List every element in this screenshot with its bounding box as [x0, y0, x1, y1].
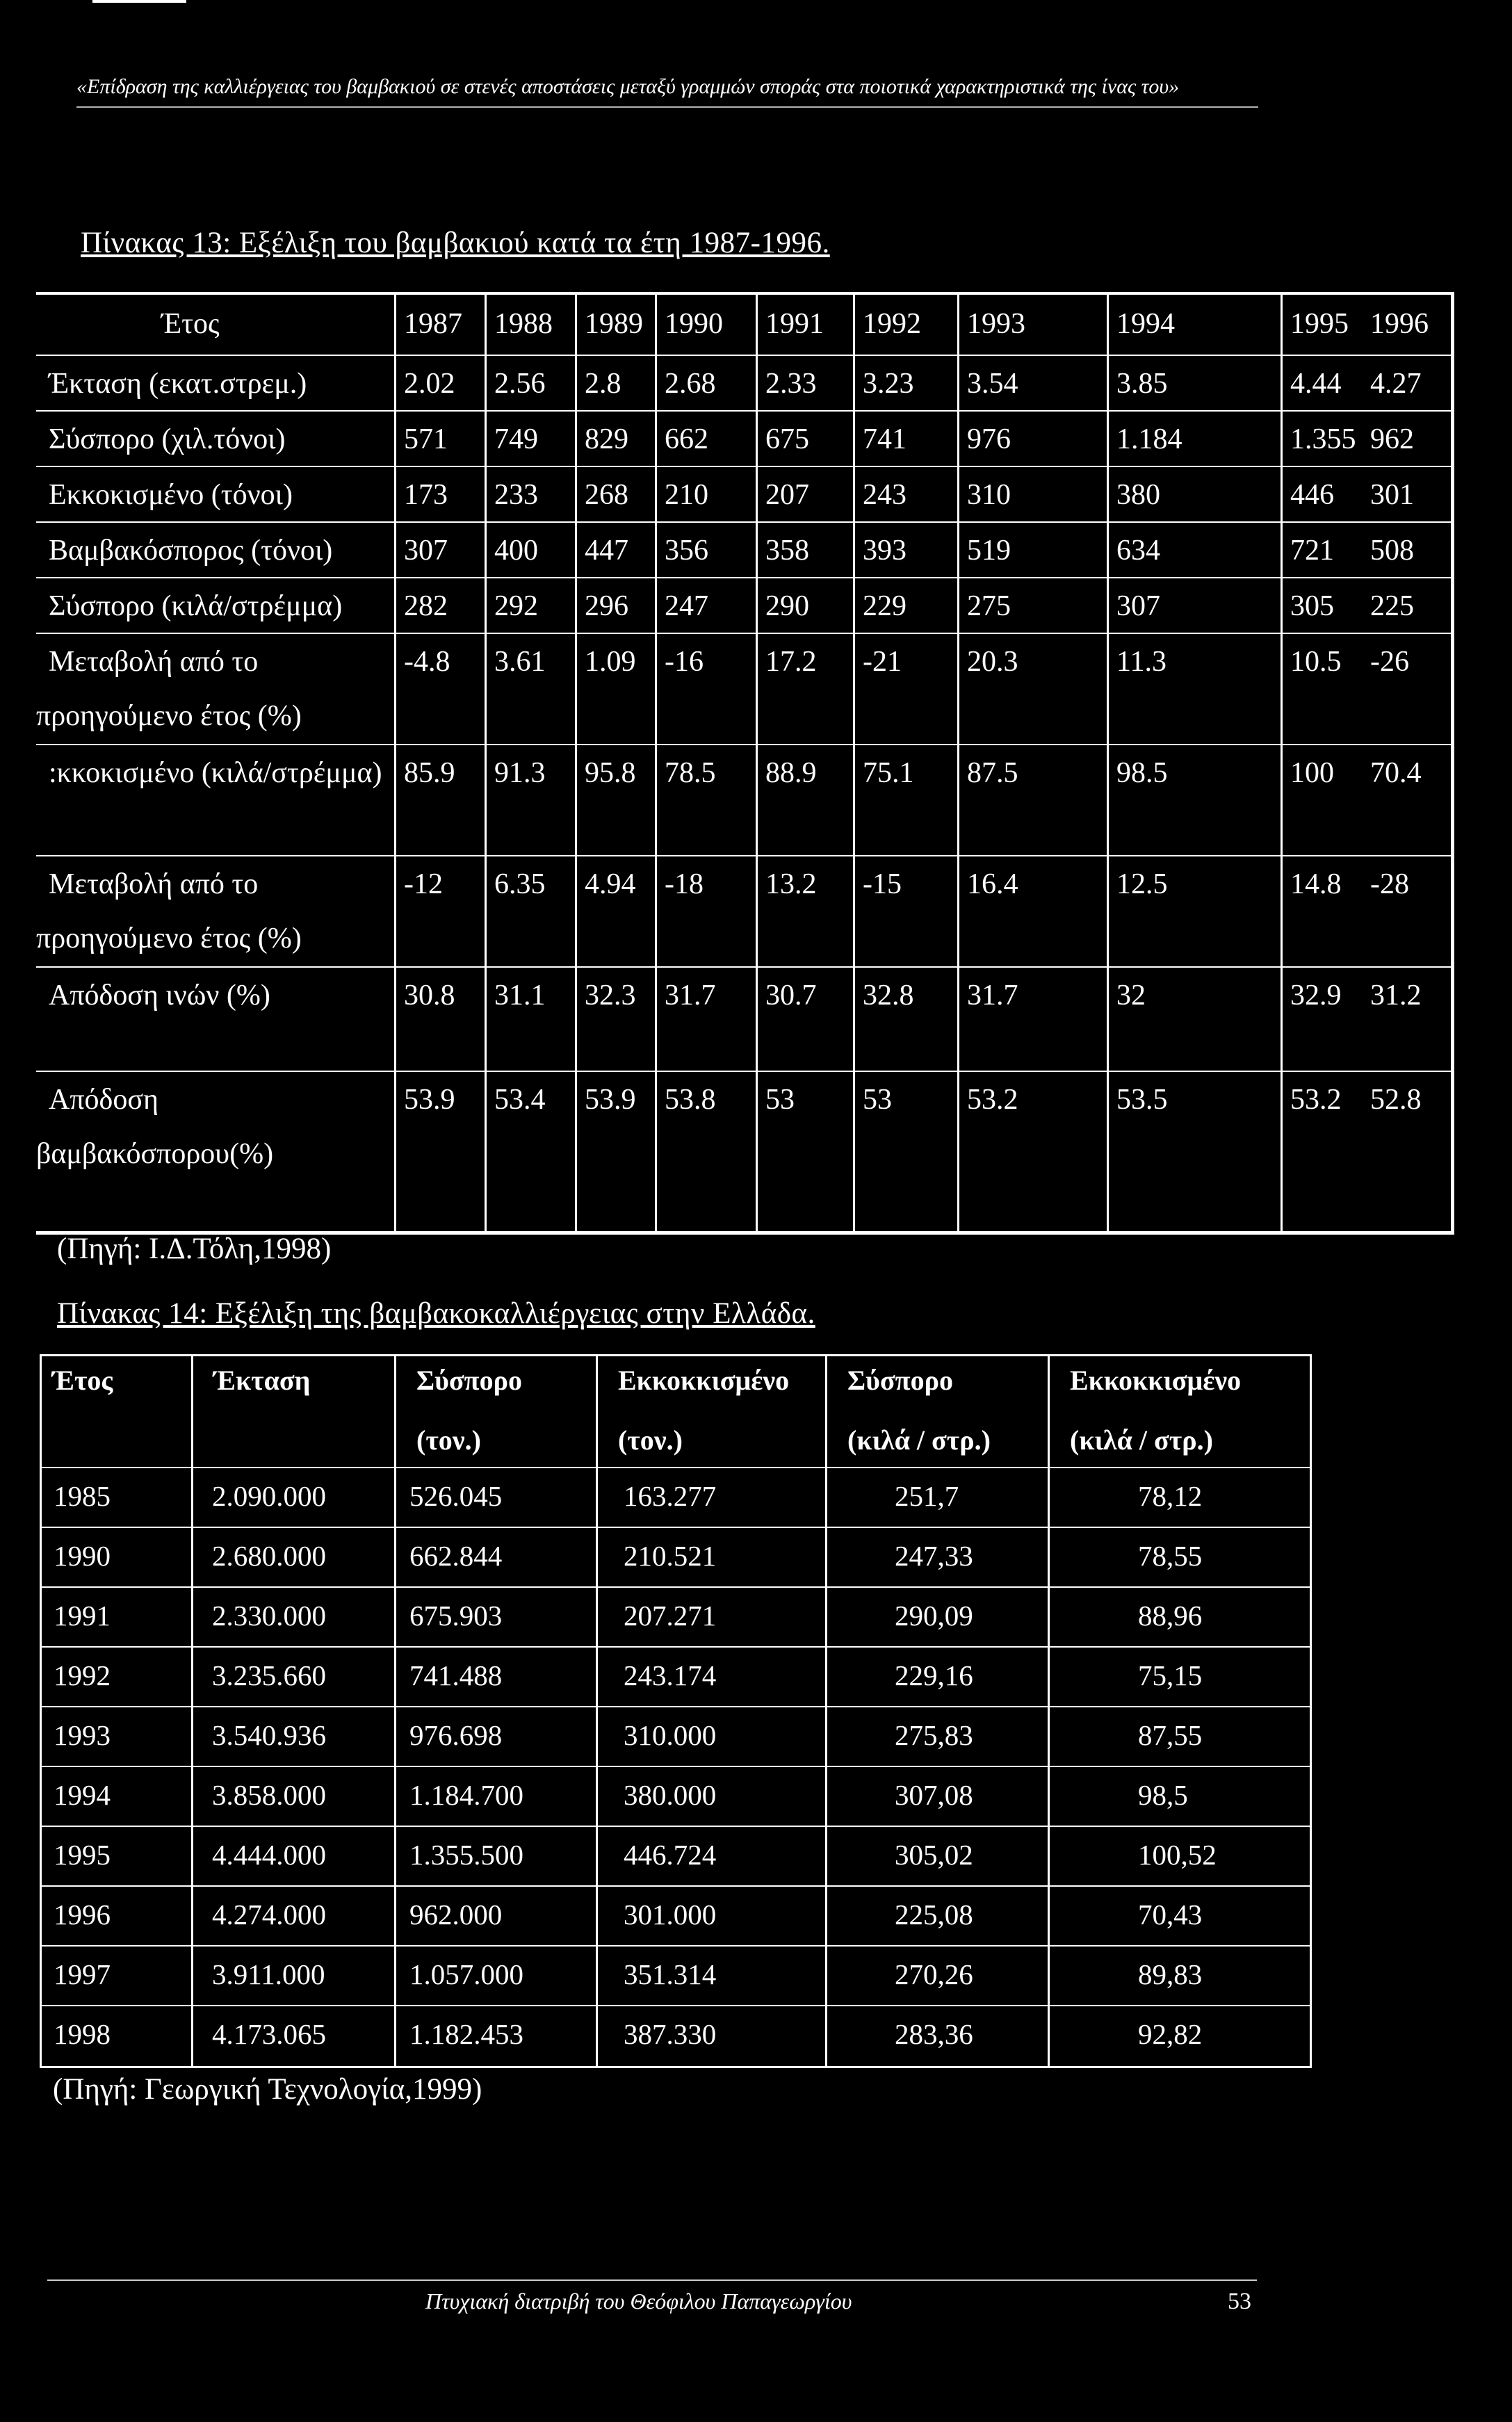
table1-year-cell: 1990: [665, 308, 723, 340]
table1-row-label: Απόδοση: [49, 1084, 158, 1116]
table1-value-cell: 275: [967, 590, 1011, 622]
table1-row-divider: [36, 577, 1454, 578]
header-rule: [76, 106, 1258, 108]
table1-value-cell: 292: [494, 590, 538, 622]
table1-value-cell: 3.61: [494, 646, 546, 678]
table1-value-cell: 393: [863, 535, 907, 567]
table1-column-divider: [957, 292, 959, 1235]
table1-value-cell: 976: [967, 423, 1011, 455]
table1-value-cell: 98.5: [1116, 757, 1168, 789]
table2-row-divider: [40, 1527, 1312, 1528]
table1-value-cell: 10.5: [1290, 646, 1342, 678]
table2-header-divider: [40, 1467, 1312, 1468]
table1-value-cell: -12: [404, 868, 443, 900]
table2-header-cell: (κιλά / στρ.): [847, 1424, 991, 1456]
table2-row-divider: [40, 1586, 1312, 1588]
table1-value-cell: 53.2: [967, 1084, 1018, 1116]
table1-value-cell: 75.1: [863, 757, 914, 789]
table1-value-cell: 17.2: [765, 646, 817, 678]
table2-value-cell: 305,02: [895, 1839, 973, 1871]
table1-value-cell: 310: [967, 479, 1011, 511]
table1-value-cell: 305: [1290, 590, 1334, 622]
table1-value-cell: 53: [765, 1084, 795, 1116]
table1-year-cell: 1988: [494, 308, 553, 340]
table2-value-cell: 98,5: [1138, 1779, 1188, 1811]
table1-column-divider: [756, 292, 758, 1235]
table1-source: (Πηγή: Ι.Δ.Τόλη,1998): [57, 1233, 332, 1265]
table1-row-divider: [36, 1071, 1454, 1072]
table1-value-cell: 31.7: [967, 980, 1018, 1011]
table2-value-cell: 351.314: [624, 1958, 717, 1990]
table1-row-divider: [36, 633, 1454, 634]
table2-value-cell: 446.724: [624, 1839, 717, 1871]
table1-value-cell: 31.2: [1370, 980, 1422, 1011]
table2-value-cell: 207.271: [624, 1600, 717, 1632]
table1-value-cell: 307: [404, 535, 448, 567]
table1-value-cell: 31.1: [494, 980, 546, 1011]
table1-value-cell: 447: [585, 535, 628, 567]
table1-caption: Πίνακας 13: Εξέλιξη του βαμβακιού κατά τα έτη 1987-1996.: [81, 227, 830, 259]
table1-value-cell: 290: [765, 590, 809, 622]
table1-value-cell: 32.9: [1290, 980, 1342, 1011]
page-number: 53: [1228, 2289, 1251, 2314]
table1-row-label: Σύσπορο (κιλά/στρέμμα): [49, 590, 343, 622]
table2-value-cell: 307,08: [895, 1779, 973, 1811]
table1-value-cell: 53.9: [404, 1084, 455, 1116]
table1-value-cell: 30.8: [404, 980, 455, 1011]
table2-row-divider: [40, 1646, 1312, 1648]
table2-value-cell: 1996: [54, 1899, 111, 1931]
table1-value-cell: 53.5: [1116, 1084, 1168, 1116]
table2-value-cell: 88,96: [1138, 1600, 1203, 1632]
table2-value-cell: 1994: [54, 1779, 111, 1811]
table2-header-cell: Έκταση: [213, 1365, 311, 1396]
table2-value-cell: 270,26: [895, 1958, 973, 1990]
table1-year-cell: 1991: [765, 308, 824, 340]
running-header: «Επίδραση της καλλιέργειας του βαμβακιού σε στενές αποστάσεις μεταξύ γραμμών σποράς στα ποιοτικά χαρακτηριστικά της ίνας του»: [76, 75, 1180, 98]
table1-value-cell: 307: [1116, 590, 1160, 622]
table2-header-cell: (τον.): [618, 1424, 683, 1456]
table2-row-divider: [40, 1945, 1312, 1946]
table1-value-cell: 358: [765, 535, 809, 567]
table2-value-cell: 380.000: [624, 1779, 717, 1811]
table1-column-divider: [1281, 292, 1283, 1235]
table2-value-cell: 1990: [54, 1540, 111, 1572]
table2-value-cell: 4.274.000: [212, 1899, 326, 1931]
table2-value-cell: 78,55: [1138, 1540, 1203, 1572]
table1-value-cell: 173: [404, 479, 448, 511]
table1-value-cell: 296: [585, 590, 628, 622]
table2-row-divider: [40, 2005, 1312, 2006]
table2-value-cell: 4.173.065: [212, 2018, 326, 2050]
table1-row-label: βαμβακόσπορου(%): [36, 1138, 274, 1170]
table1-value-cell: 20.3: [967, 646, 1018, 678]
table1-value-cell: 519: [967, 535, 1011, 567]
table2-column-divider: [825, 1354, 827, 2067]
table1-column-divider: [575, 292, 577, 1235]
table1-row-divider: [36, 521, 1454, 523]
table1-row-divider: [36, 466, 1454, 467]
table2-row-divider: [40, 1706, 1312, 1707]
table1-value-cell: 1.09: [585, 646, 636, 678]
table2-value-cell: 87,55: [1138, 1719, 1203, 1751]
table1-value-cell: 70.4: [1370, 757, 1422, 789]
table1-row-divider: [36, 355, 1454, 356]
table1-value-cell: 282: [404, 590, 448, 622]
table1-value-cell: 634: [1116, 535, 1160, 567]
table2-value-cell: 3.235.660: [212, 1659, 326, 1691]
table1-value-cell: 78.5: [665, 757, 716, 789]
table2-value-cell: 92,82: [1138, 2018, 1203, 2050]
table1-value-cell: 12.5: [1116, 868, 1168, 900]
table2-value-cell: 163.277: [624, 1480, 717, 1512]
table1-row-label: Σύσπορο (χιλ.τόνοι): [49, 423, 286, 455]
table2-row-divider: [40, 1766, 1312, 1767]
table1-value-cell: 53: [863, 1084, 892, 1116]
footer-rule: [47, 2279, 1257, 2281]
table2-header-cell: Σύσπορο: [416, 1365, 522, 1396]
table1-value-cell: 2.56: [494, 368, 546, 400]
table1-value-cell: -16: [665, 646, 704, 678]
table2-value-cell: 1997: [54, 1958, 111, 1990]
table2-column-divider: [191, 1354, 193, 2067]
table2-header-cell: Έτος: [52, 1365, 113, 1396]
table2-value-cell: 1991: [54, 1600, 111, 1632]
table1-column-divider: [394, 292, 396, 1235]
table1-value-cell: 2.02: [404, 368, 455, 400]
table2-value-cell: 283,36: [895, 2018, 973, 2050]
table1-value-cell: 247: [665, 590, 708, 622]
table1-value-cell: 301: [1370, 479, 1414, 511]
table2-header-cell: (τον.): [416, 1424, 481, 1456]
table2-value-cell: 526.045: [409, 1480, 503, 1512]
table1-value-cell: 4.94: [585, 868, 636, 900]
table1-row-label: Μεταβολή από το: [49, 868, 259, 900]
table1-row-label: :κκοκισμένο (κιλά/στρέμμα): [49, 757, 382, 789]
table2-value-cell: 2.330.000: [212, 1600, 326, 1632]
table1-column-divider: [1107, 292, 1109, 1235]
table1-value-cell: 87.5: [967, 757, 1018, 789]
table1-value-cell: 32: [1116, 980, 1146, 1011]
table1-value-cell: -4.8: [404, 646, 450, 678]
table1-value-cell: 6.35: [494, 868, 546, 900]
table2-value-cell: 243.174: [624, 1659, 717, 1691]
table2-value-cell: 2.680.000: [212, 1540, 326, 1572]
table1-row-label: Απόδοση ινών (%): [49, 980, 270, 1011]
table2-value-cell: 3.858.000: [212, 1779, 326, 1811]
table1-value-cell: 2.68: [665, 368, 716, 400]
table2-column-divider: [394, 1354, 396, 2067]
table2-header-cell: (κιλά / στρ.): [1070, 1424, 1213, 1456]
table1-value-cell: 2.8: [585, 368, 621, 400]
table2-value-cell: 741.488: [409, 1659, 503, 1691]
table1-value-cell: -15: [863, 868, 902, 900]
table2-value-cell: 275,83: [895, 1719, 973, 1751]
table1-value-cell: 32.3: [585, 980, 636, 1011]
table1-row-divider: [36, 966, 1454, 968]
table1-value-cell: 100: [1290, 757, 1334, 789]
table2-caption: Πίνακας 14: Εξέλιξη της βαμβακοκαλλιέργειας στην Ελλάδα.: [57, 1297, 815, 1330]
table1-column-divider: [853, 292, 855, 1235]
table1-column-divider: [485, 292, 487, 1235]
table1-value-cell: 225: [1370, 590, 1414, 622]
table1-year-cell: 1987: [404, 308, 462, 340]
table1-value-cell: 13.2: [765, 868, 817, 900]
table1-value-cell: 3.85: [1116, 368, 1168, 400]
table2-value-cell: 251,7: [895, 1480, 959, 1512]
table1-value-cell: 52.8: [1370, 1084, 1422, 1116]
table2-value-cell: 89,83: [1138, 1958, 1203, 1990]
table2-value-cell: 70,43: [1138, 1899, 1203, 1931]
table1-value-cell: 446: [1290, 479, 1334, 511]
table1-value-cell: 962: [1370, 423, 1414, 455]
table1-row-label: Έκταση (εκατ.στρεμ.): [49, 368, 307, 400]
table2-value-cell: 1.355.500: [409, 1839, 523, 1871]
table2-value-cell: 1.182.453: [409, 2018, 523, 2050]
table1-year-header: Έτος: [161, 308, 220, 340]
table1-value-cell: 2.33: [765, 368, 817, 400]
table1-value-cell: 32.8: [863, 980, 914, 1011]
footer-thesis-credit: Πτυχιακή διατριβή του Θεόφιλου Παπαγεωργίου: [425, 2289, 852, 2314]
table1-value-cell: 233: [494, 479, 538, 511]
table2-value-cell: 1.184.700: [409, 1779, 523, 1811]
table1-value-cell: 30.7: [765, 980, 817, 1011]
table2-value-cell: 1998: [54, 2018, 111, 2050]
table1-year-cell: 1996: [1370, 308, 1429, 340]
table1-value-cell: 53.9: [585, 1084, 636, 1116]
table1-value-cell: 229: [863, 590, 907, 622]
table1-value-cell: -18: [665, 868, 704, 900]
table2-column-divider: [596, 1354, 598, 2067]
table1-value-cell: 268: [585, 479, 628, 511]
table1-value-cell: 380: [1116, 479, 1160, 511]
table1-year-cell: 1989: [585, 308, 643, 340]
table2-value-cell: 75,15: [1138, 1659, 1203, 1691]
table1-value-cell: 741: [863, 423, 907, 455]
table1-row-divider: [36, 410, 1454, 412]
table1-value-cell: 571: [404, 423, 448, 455]
table1-value-cell: 3.23: [863, 368, 914, 400]
table-cotton-greece: [40, 1354, 1312, 2067]
table1-value-cell: 3.54: [967, 368, 1018, 400]
table2-value-cell: 976.698: [409, 1719, 503, 1751]
table1-value-cell: -21: [863, 646, 902, 678]
table2-value-cell: 1995: [54, 1839, 111, 1871]
table1-value-cell: 91.3: [494, 757, 546, 789]
table2-value-cell: 1992: [54, 1659, 111, 1691]
table-cotton-1987-1996: [36, 292, 1454, 1235]
table1-value-cell: 53.8: [665, 1084, 716, 1116]
table1-row-label: προηγούμενο έτος (%): [36, 700, 302, 732]
table1-value-cell: 749: [494, 423, 538, 455]
table2-value-cell: 301.000: [624, 1899, 717, 1931]
table1-value-cell: 4.27: [1370, 368, 1422, 400]
table2-value-cell: 662.844: [409, 1540, 503, 1572]
table2-header-cell: Εκκοκκισμένο: [618, 1365, 790, 1396]
table2-value-cell: 310.000: [624, 1719, 717, 1751]
table1-top-border: [36, 292, 1454, 295]
table1-value-cell: -26: [1370, 646, 1409, 678]
table1-row-divider: [36, 744, 1454, 745]
table2-value-cell: 387.330: [624, 2018, 717, 2050]
table1-value-cell: 85.9: [404, 757, 455, 789]
table2-value-cell: 2.090.000: [212, 1480, 326, 1512]
table2-value-cell: 290,09: [895, 1600, 973, 1632]
table1-row-divider: [36, 855, 1454, 856]
table1-value-cell: 243: [863, 479, 907, 511]
table2-source: (Πηγή: Γεωργική Τεχνολογία,1999): [53, 2073, 482, 2106]
table1-year-cell: 1992: [863, 308, 921, 340]
table1-value-cell: 11.3: [1116, 646, 1166, 678]
table1-right-border: [1451, 292, 1454, 1235]
table1-row-label: Εκκοκισμένο (τόνοι): [49, 479, 293, 511]
table1-value-cell: 31.7: [665, 980, 716, 1011]
table1-value-cell: 88.9: [765, 757, 817, 789]
table1-value-cell: 53.4: [494, 1084, 546, 1116]
table2-value-cell: 100,52: [1138, 1839, 1217, 1871]
table2-row-divider: [40, 1826, 1312, 1827]
table1-value-cell: 1.355: [1290, 423, 1356, 455]
table2-value-cell: 1.057.000: [409, 1958, 523, 1990]
table2-value-cell: 247,33: [895, 1540, 973, 1572]
table1-value-cell: 53.2: [1290, 1084, 1342, 1116]
table2-value-cell: 962.000: [409, 1899, 503, 1931]
table2-column-divider: [1048, 1354, 1050, 2067]
table1-value-cell: 4.44: [1290, 368, 1342, 400]
table1-value-cell: 675: [765, 423, 809, 455]
table2-row-divider: [40, 1885, 1312, 1887]
table1-value-cell: 14.8: [1290, 868, 1342, 900]
table1-value-cell: -28: [1370, 868, 1409, 900]
table2-value-cell: 78,12: [1138, 1480, 1203, 1512]
table1-value-cell: 16.4: [967, 868, 1018, 900]
table1-column-divider: [655, 292, 657, 1235]
table2-value-cell: 210.521: [624, 1540, 717, 1572]
table1-row-label: Βαμβακόσπορος (τόνοι): [49, 535, 333, 567]
table2-value-cell: 3.911.000: [212, 1958, 325, 1990]
top-rule: [92, 0, 186, 3]
table1-year-cell: 1995: [1290, 308, 1349, 340]
table2-value-cell: 4.444.000: [212, 1839, 326, 1871]
table1-row-label: Μεταβολή από το: [49, 646, 259, 678]
table1-value-cell: 356: [665, 535, 708, 567]
table1-value-cell: 207: [765, 479, 809, 511]
table2-header-cell: Εκκοκκισμένο: [1070, 1365, 1242, 1396]
table1-value-cell: 210: [665, 479, 708, 511]
table2-value-cell: 1985: [54, 1480, 111, 1512]
table2-value-cell: 1993: [54, 1719, 111, 1751]
table2-value-cell: 225,08: [895, 1899, 973, 1931]
table1-year-cell: 1994: [1116, 308, 1175, 340]
table2-value-cell: 675.903: [409, 1600, 503, 1632]
table1-year-cell: 1993: [967, 308, 1025, 340]
table2-value-cell: 3.540.936: [212, 1719, 326, 1751]
table2-header-cell: Σύσπορο: [847, 1365, 953, 1396]
table1-value-cell: 508: [1370, 535, 1414, 567]
table1-value-cell: 721: [1290, 535, 1334, 567]
table1-row-label: προηγούμενο έτος (%): [36, 923, 302, 954]
table1-value-cell: 1.184: [1116, 423, 1182, 455]
table1-value-cell: 400: [494, 535, 538, 567]
table1-value-cell: 95.8: [585, 757, 636, 789]
table2-value-cell: 229,16: [895, 1659, 973, 1691]
table1-value-cell: 829: [585, 423, 628, 455]
table1-value-cell: 662: [665, 423, 708, 455]
